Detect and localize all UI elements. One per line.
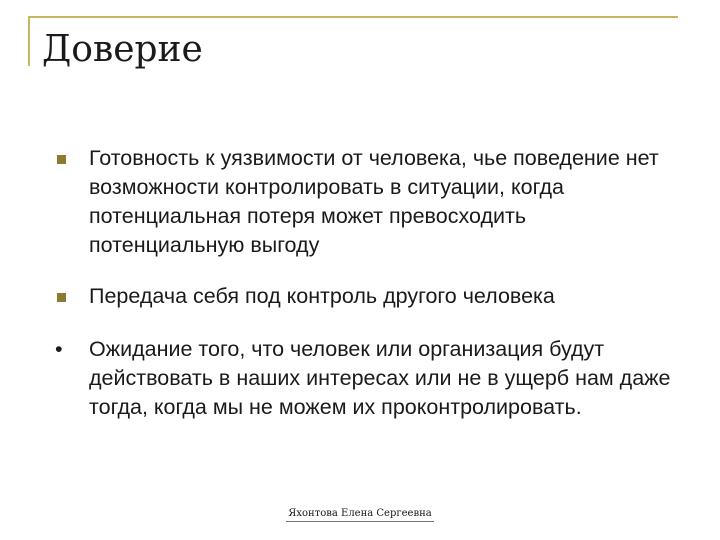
bullet-item-1 (56, 144, 676, 260)
bullet-text-2: Передача себя под контроль другого человека (89, 284, 555, 308)
bullet-item-3 (55, 335, 675, 422)
slide-body (56, 144, 676, 422)
bullet-text-3: Ожидание того, что человек или организация будут действовать в наших интересах или не в ущерб нам даже тогда, когда мы не можем их проконтролировать. (89, 337, 671, 419)
slide-footer (0, 508, 720, 522)
bullet-item-2 (56, 282, 676, 311)
footer-author: Яхонтова Елена Сергеевна (286, 508, 433, 522)
square-bullet-icon (57, 155, 66, 164)
square-bullet-icon (57, 293, 66, 302)
slide-title: Доверие (42, 29, 203, 70)
dot-bullet-icon: • (55, 337, 63, 361)
bullet-text-1: Готовность к уязвимости от человека, чье поведение нет возможности контролировать в ситуации, когда потенциальная потеря может превосходить потенциальную выгоду (89, 146, 659, 257)
